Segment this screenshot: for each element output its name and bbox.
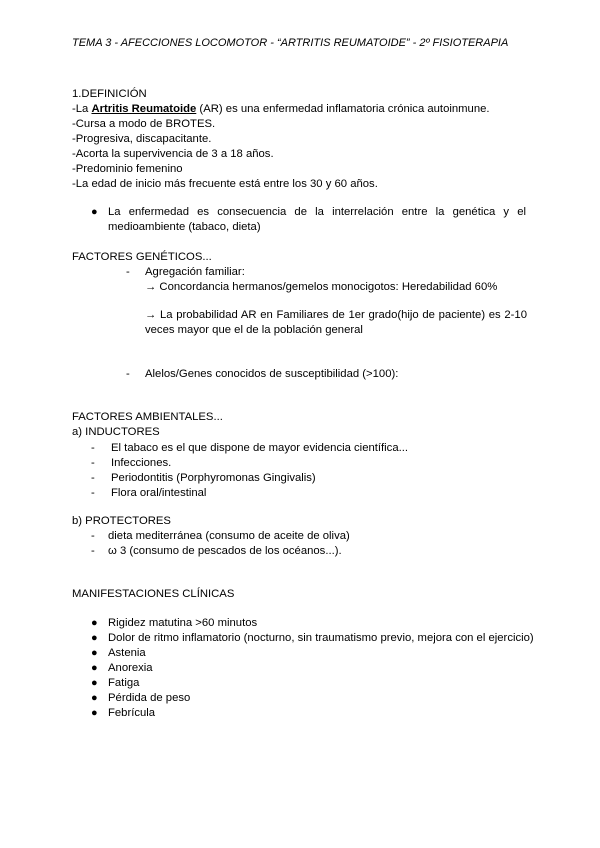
definition-item: -Progresiva, discapacitante. <box>72 133 212 145</box>
bullet-icon: ● <box>91 707 98 719</box>
dash-icon: - <box>91 545 95 557</box>
section-heading-definicion: 1.DEFINICIÓN <box>72 88 147 100</box>
dash-icon: - <box>91 472 95 484</box>
bullet-icon: ● <box>91 617 98 629</box>
definition-item: -Cursa a modo de BROTES. <box>72 118 216 130</box>
bullet-icon: ● <box>91 662 98 674</box>
bullet-icon: ● <box>91 677 98 689</box>
inductor-item: El tabaco es el que dispone de mayor evidencia científica... <box>111 442 409 454</box>
clinical-item: Febrícula <box>108 707 156 719</box>
bullet-icon: ● <box>91 206 98 218</box>
genetic-item: Agregación familiar: <box>145 266 245 278</box>
inductor-item: Infecciones. <box>111 457 172 469</box>
definition-suffix: (AR) es una enfermedad inflamatoria crónica autoinmune. <box>196 103 490 115</box>
clinical-item: Dolor de ritmo inflamatorio (nocturno, sin traumatismo previo, mejora con el ejercicio) <box>108 632 534 644</box>
dash-icon: - <box>126 266 130 278</box>
definition-line <box>72 102 490 117</box>
dash-icon: - <box>126 368 130 380</box>
genetic-subitem: → Concordancia hermanos/gemelos monocigotos: Heredabilidad 60% <box>145 281 498 293</box>
section-heading-ambientales: FACTORES AMBIENTALES... <box>72 411 223 423</box>
section-heading-manifestaciones: MANIFESTACIONES CLÍNICAS <box>72 588 235 600</box>
protector-item: dieta mediterránea (consumo de aceite de oliva) <box>108 530 350 542</box>
clinical-item: Astenia <box>108 647 146 659</box>
clinical-item: Anorexia <box>108 662 153 674</box>
definition-item: -Predominio femenino <box>72 163 183 175</box>
dash-icon: - <box>91 487 95 499</box>
clinical-item: Fatiga <box>108 677 140 689</box>
inductor-item: Periodontitis (Porphyromonas Gingivalis) <box>111 472 316 484</box>
protector-item: ω 3 (consumo de pescados de los océanos...). <box>108 545 342 557</box>
inductor-item: Flora oral/intestinal <box>111 487 207 499</box>
definition-bullet-text: La enfermedad es consecuencia de la interrelación entre la genética y el medioambiente (tabaco, dieta) <box>108 206 526 233</box>
genetic-item: Alelos/Genes conocidos de susceptibilidad (>100): <box>145 368 399 380</box>
page-header: TEMA 3 - AFECCIONES LOCOMOTOR - “ARTRITIS REUMATOIDE” - 2º FISIOTERAPIA <box>72 37 509 49</box>
subheading-protectores: b) PROTECTORES <box>72 515 171 527</box>
definition-item: -Acorta la supervivencia de 3 a 18 años. <box>72 148 274 160</box>
definition-item: -La edad de inicio más frecuente está entre los 30 y 60 años. <box>72 178 378 190</box>
dash-icon: - <box>91 457 95 469</box>
section-heading-geneticos: FACTORES GENÉTICOS... <box>72 251 212 263</box>
definition-term: Artritis Reumatoide <box>91 103 197 115</box>
bullet-icon: ● <box>91 632 98 644</box>
clinical-item: Rigidez matutina >60 minutos <box>108 617 258 629</box>
dash-icon: - <box>91 442 95 454</box>
genetic-subitem: → La probabilidad AR en Familiares de 1er grado(hijo de paciente) es 2-10 veces mayor que el de la población general <box>145 309 527 336</box>
bullet-icon: ● <box>91 692 98 704</box>
dash-icon: - <box>91 530 95 542</box>
clinical-item: Pérdida de peso <box>108 692 191 704</box>
bullet-icon: ● <box>91 647 98 659</box>
definition-prefix: -La <box>72 103 92 115</box>
subheading-inductores: a) INDUCTORES <box>72 426 160 438</box>
